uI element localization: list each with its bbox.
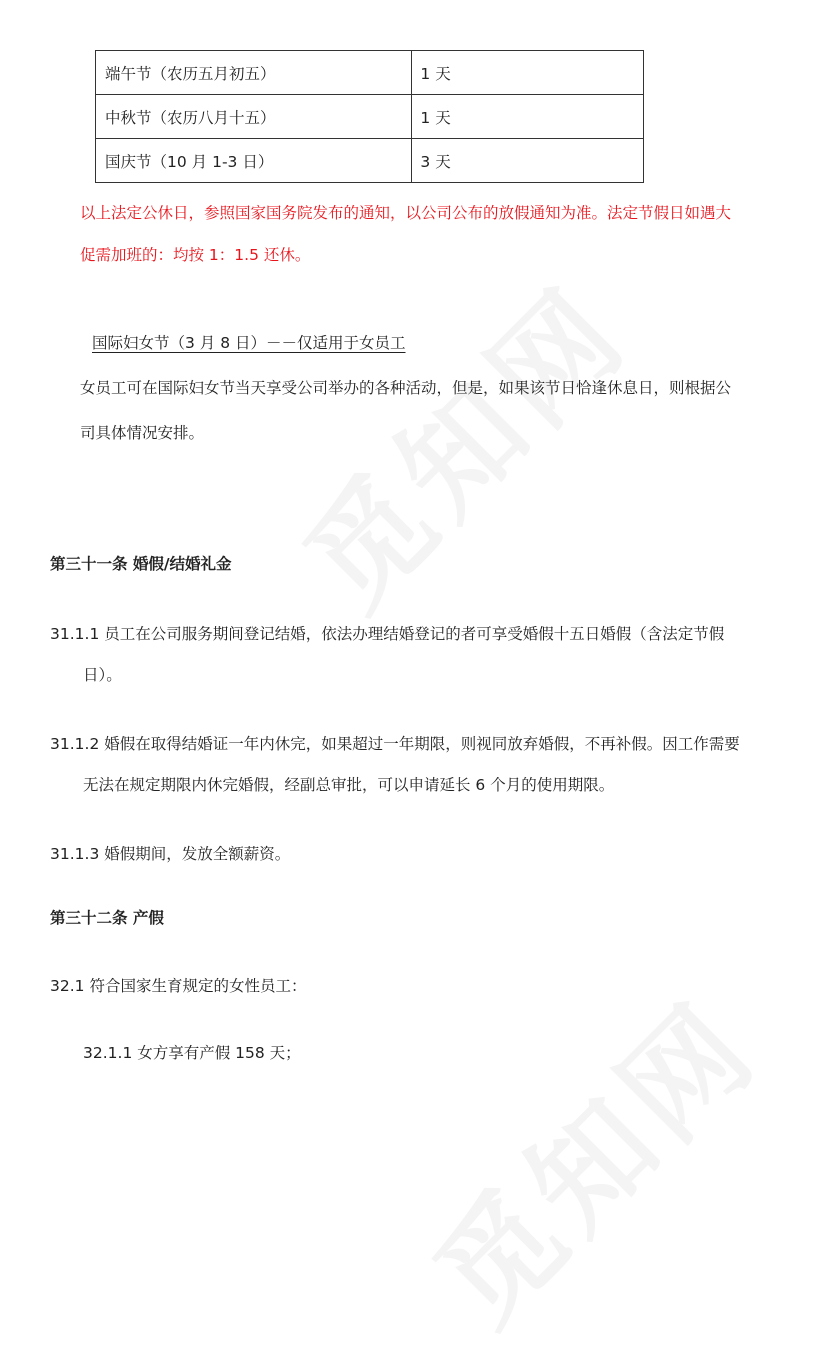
article-31-clause: 31.1.1 员工在公司服务期间登记结婚，依法办理结婚登记的者可享受婚假十五日婚假（含法定节假 <box>50 625 725 643</box>
holiday-name: 中秋节（农历八月十五） <box>96 95 412 139</box>
watermark <box>391 957 788 1354</box>
holiday-days: 1 天 <box>412 51 644 95</box>
table-row <box>96 139 644 183</box>
holiday-days: 3 天 <box>412 139 644 183</box>
womens-day-text: 司具体情况安排。 <box>80 424 205 442</box>
watermark <box>261 242 658 639</box>
article-32-clause: 32.1.1 女方享有产假 158 天； <box>83 1044 301 1062</box>
article-31-clause: 31.1.2 婚假在取得结婚证一年内休完，如果超过一年期限，则视同放弃婚假，不再补假。因工作需要 <box>50 735 740 753</box>
holiday-table <box>95 50 644 183</box>
table-row <box>96 95 644 139</box>
article-31-clause: 无法在规定期限内休完婚假，经副总审批，可以申请延长 6 个月的使用期限。 <box>83 776 615 794</box>
holiday-notice-line: 以上法定公休日，参照国家国务院发布的通知，以公司公布的放假通知为准。法定节假日如遇大 <box>80 204 732 222</box>
article-32-heading: 第三十二条 产假 <box>50 909 164 927</box>
womens-day-text: 女员工可在国际妇女节当天享受公司举办的各种活动，但是，如果该节日恰逢休息日，则根据公 <box>80 379 732 397</box>
womens-day-heading: 国际妇女节（3 月 8 日）－－仅适用于女员工 <box>92 334 406 352</box>
article-32-clause: 32.1 符合国家生育规定的女性员工： <box>50 977 307 995</box>
holiday-days: 1 天 <box>412 95 644 139</box>
holiday-name: 国庆节（10 月 1-3 日） <box>96 139 412 183</box>
article-31-heading: 第三十一条 婚假/结婚礼金 <box>50 555 232 573</box>
table-row <box>96 51 644 95</box>
holiday-notice-line: 促需加班的：均按 1：1.5 还休。 <box>80 246 311 264</box>
article-31-clause: 31.1.3 婚假期间，发放全额薪资。 <box>50 845 291 863</box>
article-31-clause: 日）。 <box>83 666 122 684</box>
holiday-name: 端午节（农历五月初五） <box>96 51 412 95</box>
